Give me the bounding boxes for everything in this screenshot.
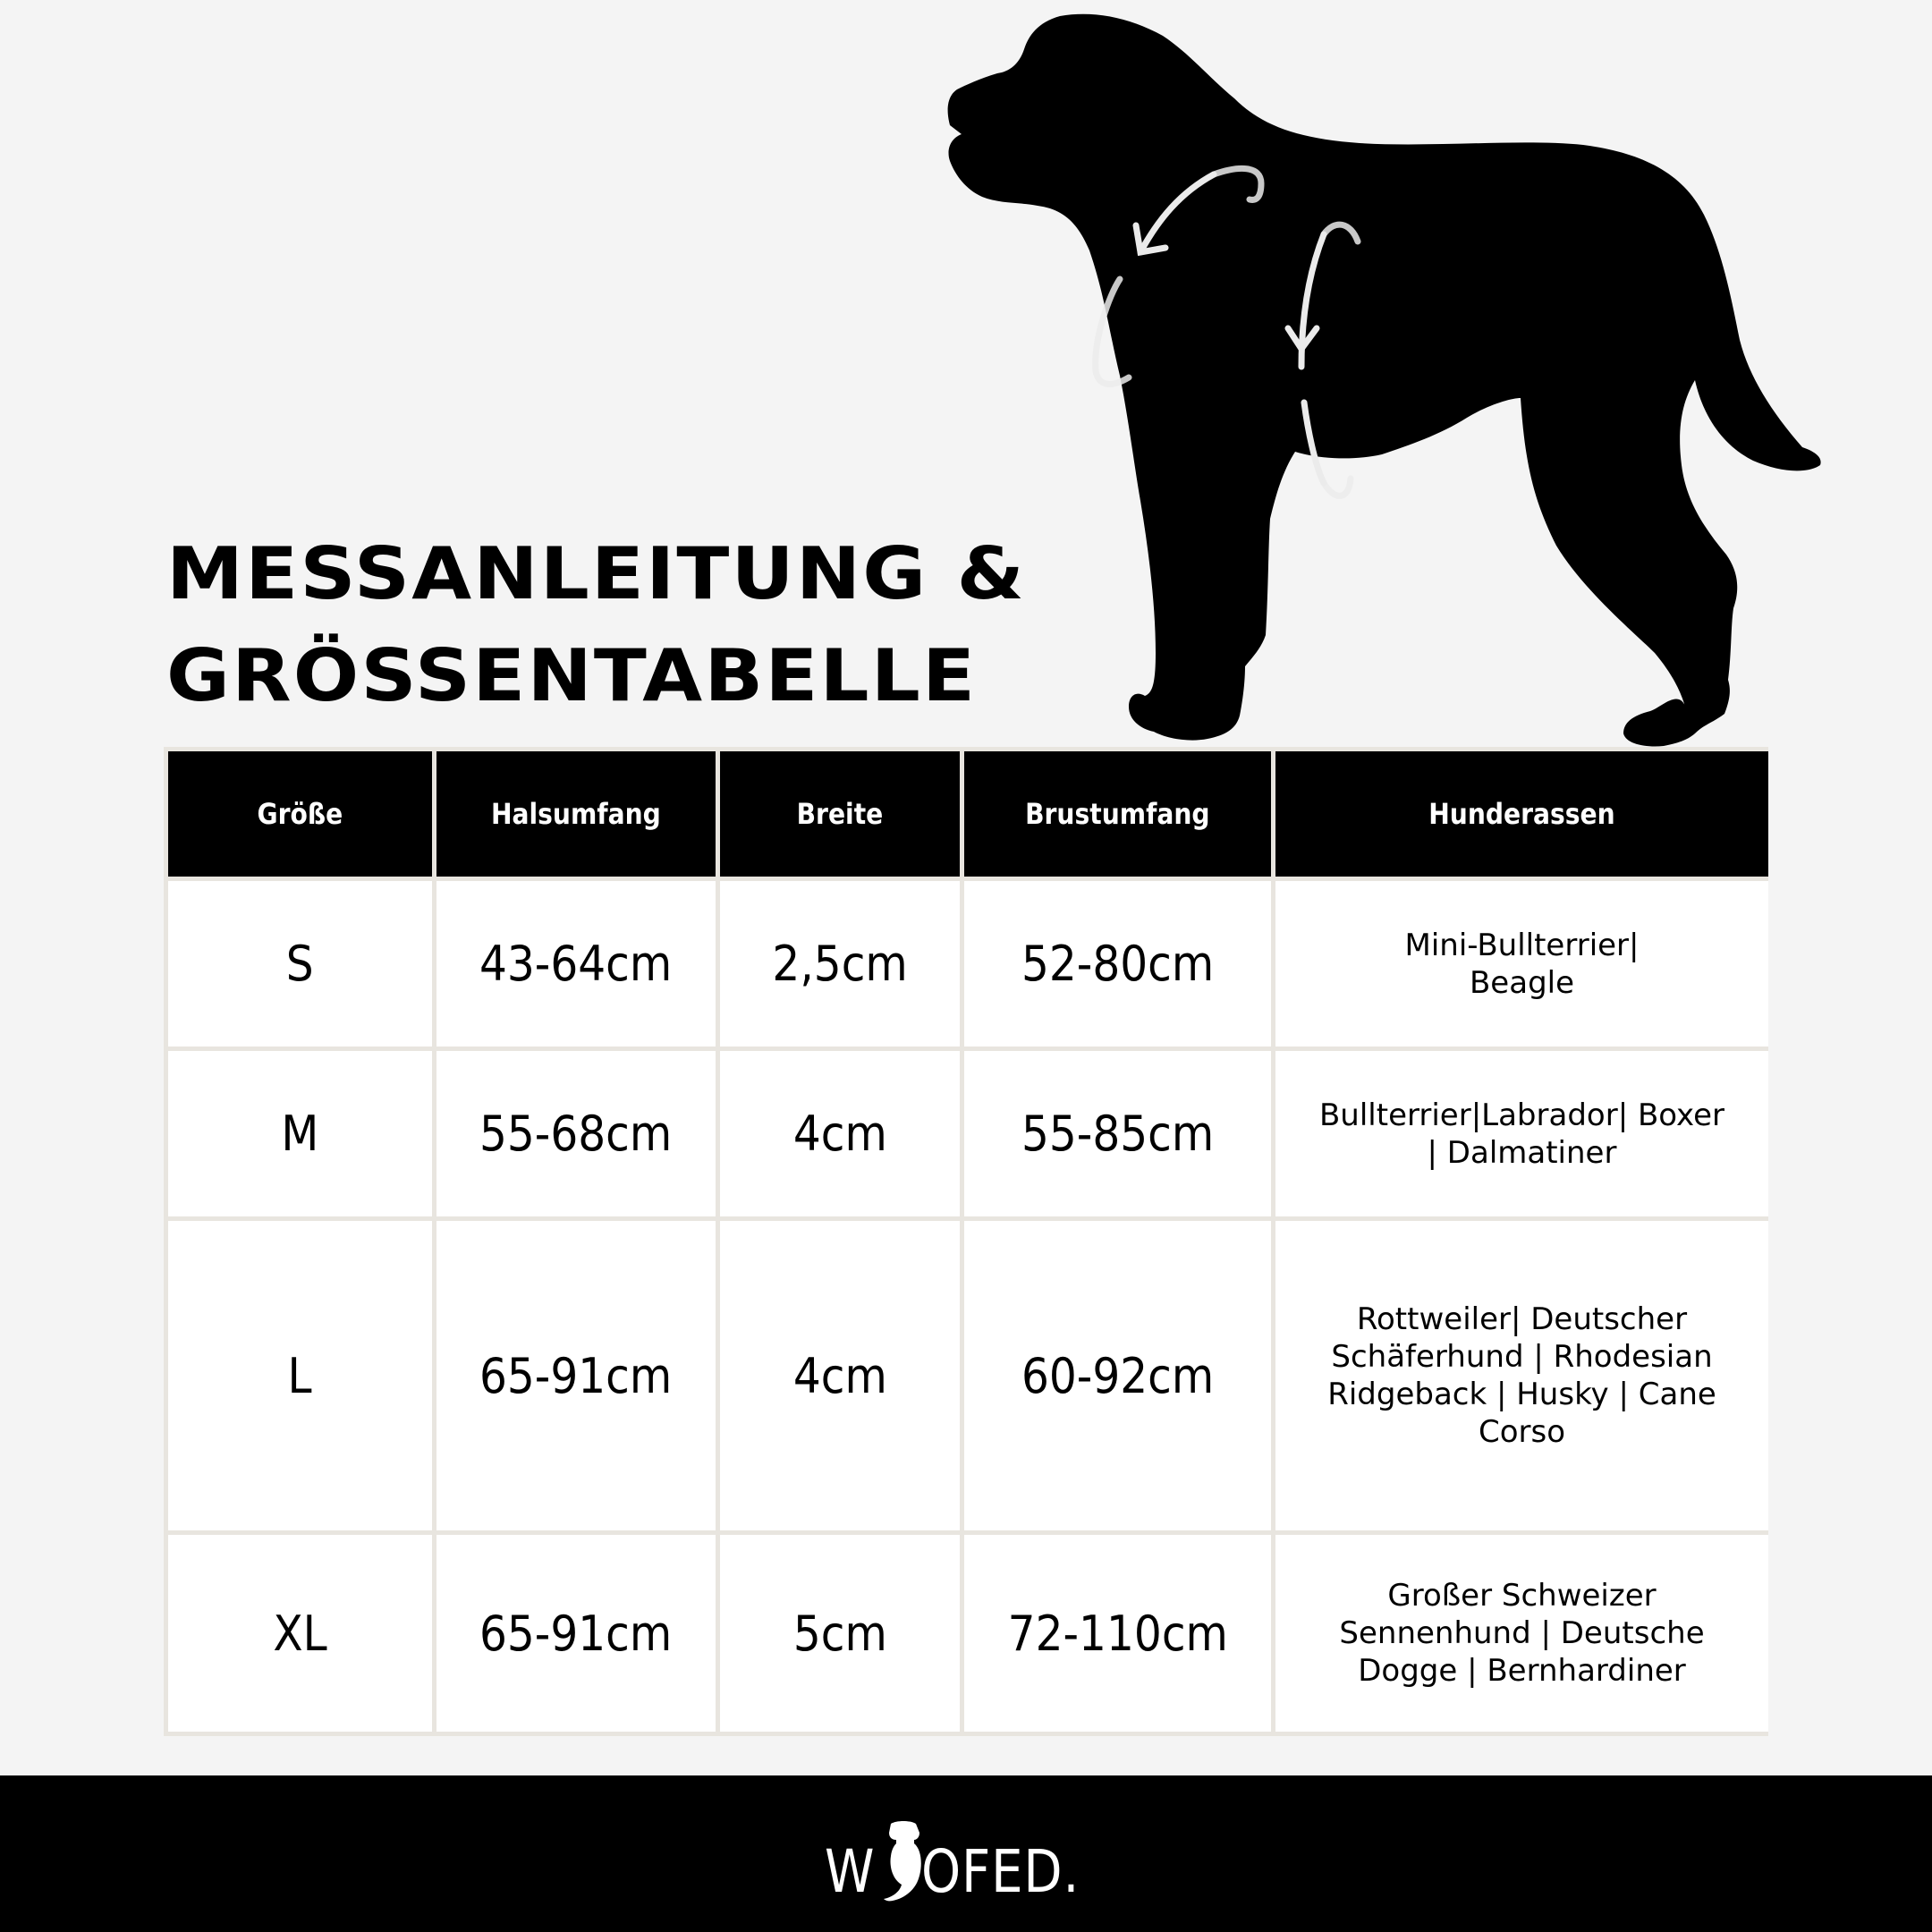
header-width-label: Breite: [796, 797, 884, 831]
title-line-2: GRÖSSENTABELLE: [166, 634, 978, 717]
header-neck-label: Halsumfang: [491, 797, 661, 831]
cell-chest: [964, 1535, 1271, 1732]
page-title: [166, 523, 1055, 727]
width-value: 4cm: [792, 1106, 887, 1162]
cell-size: [168, 881, 432, 1046]
chest-value: 55-85cm: [1021, 1106, 1215, 1162]
size-value: M: [281, 1106, 319, 1162]
cell-width: [720, 1051, 960, 1216]
chest-value: 52-80cm: [1021, 936, 1215, 992]
cell-neck: [436, 1051, 716, 1216]
size-table: [164, 747, 1768, 1736]
cell-chest: [964, 1051, 1271, 1216]
neck-value: 65-91cm: [479, 1605, 673, 1662]
breeds-value: Rottweiler| Deutscher Schäferhund | Rhodesian Ridgeback | Husky | Cane Corso: [1327, 1301, 1716, 1450]
cell-chest: [964, 881, 1271, 1046]
cell-breeds: [1275, 1535, 1768, 1732]
size-value: L: [287, 1347, 313, 1404]
cell-width: [720, 881, 960, 1046]
breeds-value: Mini-Bullterrier| Beagle: [1404, 927, 1640, 1001]
cell-neck: [436, 1221, 716, 1530]
size-value: XL: [273, 1605, 327, 1662]
header-chest-label: Brustumfang: [1025, 797, 1210, 831]
cell-size: [168, 1051, 432, 1216]
cell-size: [168, 1221, 432, 1530]
cell-neck: [436, 881, 716, 1046]
neck-value: 65-91cm: [479, 1347, 673, 1404]
header-breeds: [1275, 751, 1768, 877]
header-size-label: Größe: [257, 797, 343, 831]
chest-value: 60-92cm: [1021, 1347, 1215, 1404]
header-breeds-label: Hunderassen: [1428, 797, 1615, 831]
cell-breeds: [1275, 1051, 1768, 1216]
footer: [0, 1775, 1932, 1932]
neck-value: 43-64cm: [479, 936, 673, 992]
breeds-value: Bullterrier|Labrador| Boxer | Dalmatiner: [1318, 1097, 1725, 1171]
logo-text-prefix: W: [824, 1836, 875, 1906]
header-chest: [964, 751, 1271, 877]
cell-breeds: [1275, 881, 1768, 1046]
width-value: 2,5cm: [772, 936, 908, 992]
neck-value: 55-68cm: [479, 1106, 673, 1162]
header-neck: [436, 751, 716, 877]
cell-chest: [964, 1221, 1271, 1530]
brand-logo: [825, 1820, 1108, 1906]
cell-breeds: [1275, 1221, 1768, 1530]
title-line-1: MESSANLEITUNG &: [166, 532, 1027, 615]
dog-head-icon: [880, 1820, 927, 1906]
logo-text-suffix: OFED.: [920, 1836, 1080, 1906]
dog-silhouette: [948, 14, 1821, 747]
cell-size: [168, 1535, 432, 1732]
header-size: [168, 751, 432, 877]
size-value: S: [286, 936, 314, 992]
cell-width: [720, 1535, 960, 1732]
cell-width: [720, 1221, 960, 1530]
breeds-value: Großer Schweizer Sennenhund | Deutsche Dogge | Bernhardiner: [1339, 1578, 1705, 1689]
cell-neck: [436, 1535, 716, 1732]
width-value: 4cm: [792, 1347, 887, 1404]
header-width: [720, 751, 960, 877]
width-value: 5cm: [792, 1605, 887, 1662]
chest-value: 72-110cm: [1007, 1605, 1228, 1662]
